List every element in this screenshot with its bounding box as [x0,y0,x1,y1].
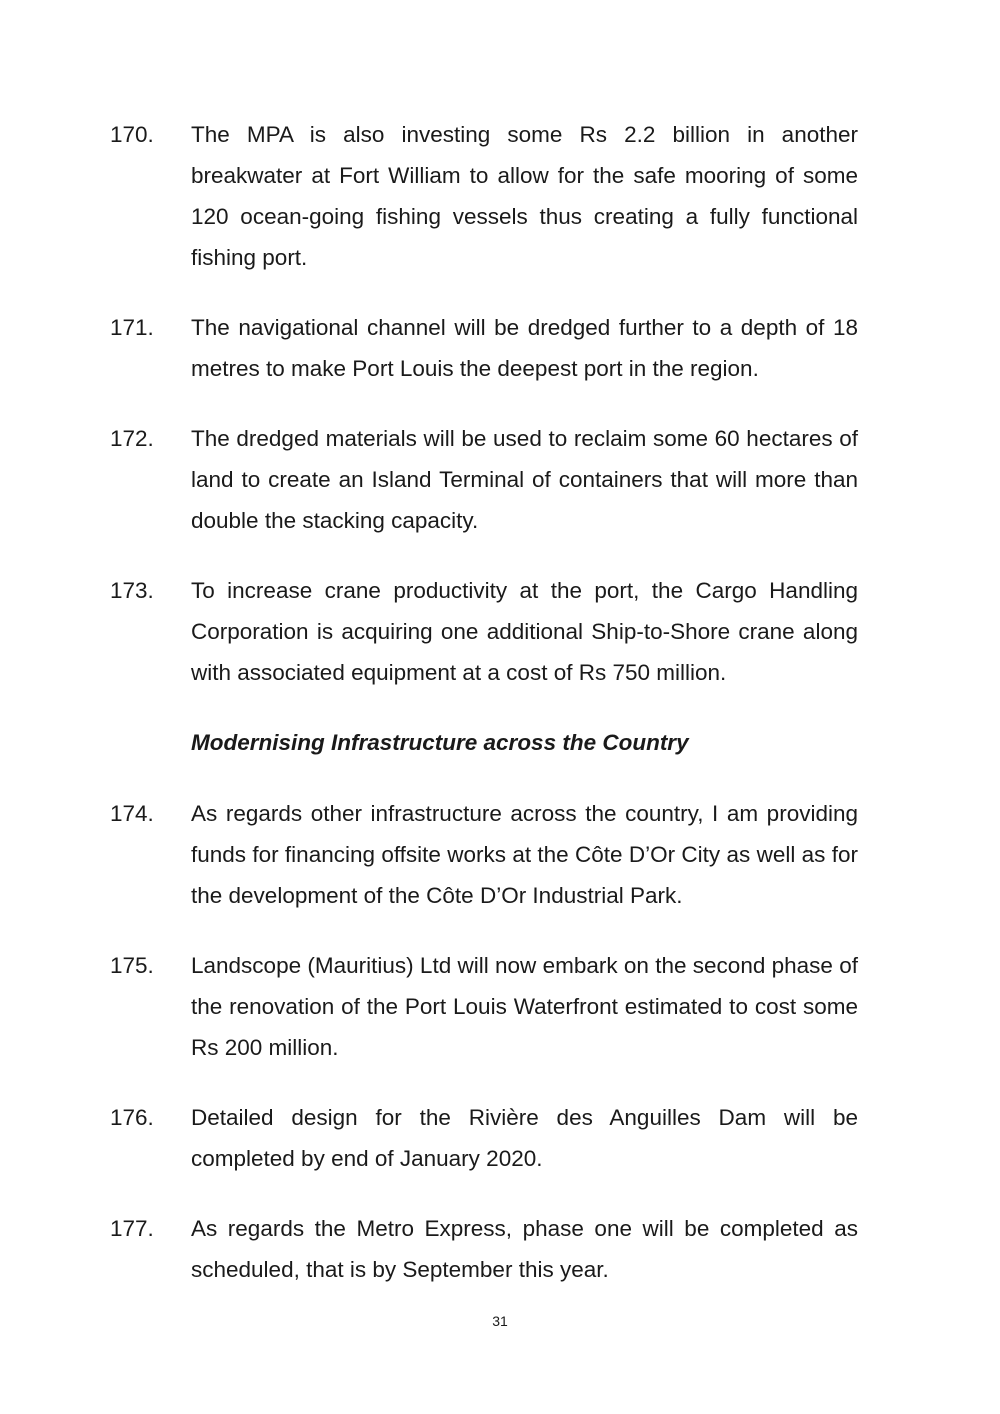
section-heading: Modernising Infrastructure across the Country [191,730,689,755]
page-number: 31 [492,1313,508,1329]
paragraph-text: Landscope (Mauritius) Ltd will now embark on the second phase of the renovation of the Port Louis Waterfront estimated to cost some Rs 200 million. [191,953,858,1060]
paragraph-176 [110,1097,858,1179]
paragraph-177 [110,1208,858,1290]
paragraph-number: 174. [110,801,154,826]
paragraph-text: The MPA is also investing some Rs 2.2 billion in another breakwater at Fort William to allow for the safe mooring of some 120 ocean-going fishing vessels thus creating a fully functional fishing port. [191,122,858,270]
paragraph-number: 171. [110,315,154,340]
paragraph-text: As regards other infrastructure across the country, I am providing funds for financing offsite works at the Côte D’Or City as well as for the development of the Côte D’Or Industrial Park. [191,801,858,908]
paragraph-171 [110,307,858,389]
paragraph-text: Detailed design for the Rivière des Anguilles Dam will be completed by end of January 2020. [191,1105,858,1171]
paragraph-number: 175. [110,953,154,978]
paragraph-number: 173. [110,578,154,603]
paragraph-number: 172. [110,426,154,451]
paragraph-174 [110,793,858,916]
paragraph-175 [110,945,858,1068]
paragraph-170 [110,114,858,278]
paragraph-text: The navigational channel will be dredged further to a depth of 18 metres to make Port Louis the deepest port in the region. [191,315,858,381]
paragraph-text: To increase crane productivity at the port, the Cargo Handling Corporation is acquiring one additional Ship-to-Shore crane along with associated equipment at a cost of Rs 750 million. [191,578,858,685]
paragraph-text: The dredged materials will be used to reclaim some 60 hectares of land to create an Island Terminal of containers that will more than double the stacking capacity. [191,426,858,533]
paragraph-number: 176. [110,1105,154,1130]
paragraph-173 [110,570,858,693]
paragraph-text: As regards the Metro Express, phase one will be completed as scheduled, that is by September this year. [191,1216,858,1282]
paragraph-number: 170. [110,122,154,147]
paragraph-172 [110,418,858,541]
paragraph-number: 177. [110,1216,154,1241]
